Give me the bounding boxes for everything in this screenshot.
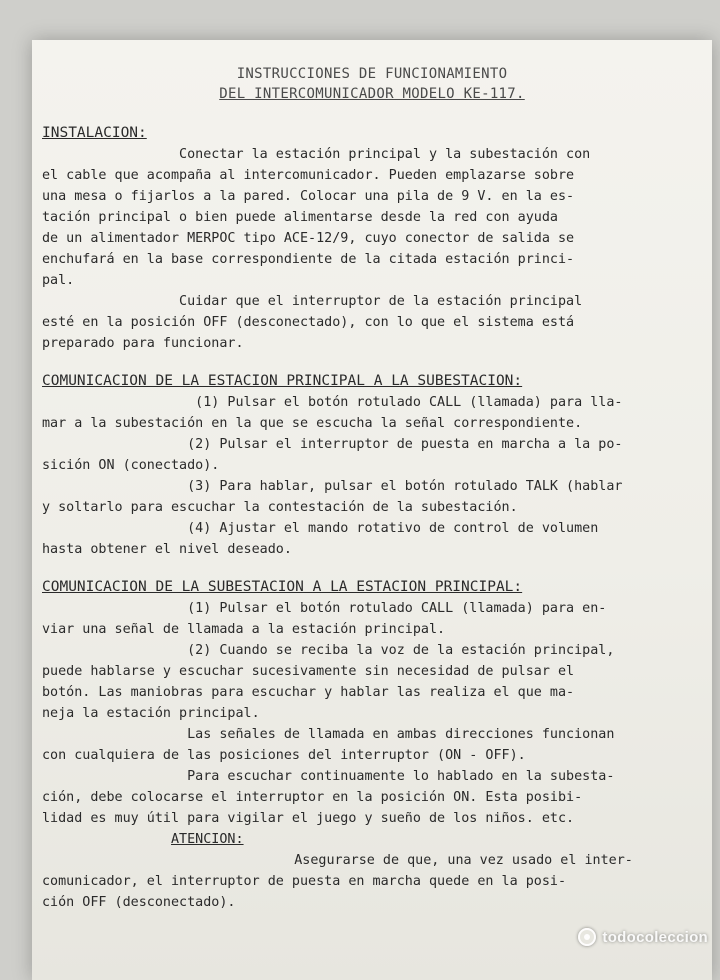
paragraph: Cuidar que el interruptor de la estación principal esté en la posición OFF (desconectado), con lo que el sistema está preparado para funcionar. [42,294,583,351]
title-line-2: DEL INTERCOMUNICADOR MODELO KE-117. [219,86,525,102]
atencion-label: ATENCION: [171,832,244,847]
watermark-text: todocoleccion [602,928,708,946]
paragraph: (1) Pulsar el botón rotulado CALL (llamada) para en- viar una señal de llamada a la estación principal. [42,601,607,637]
paragraph: (1) Pulsar el botón rotulado CALL (llamada) para lla- mar a la subestación en la que se escucha la señal correspondiente. [42,395,623,431]
section-heading-subestacion-a-principal: COMUNICACION DE LA SUBESTACION A LA ESTACION PRINCIPAL: [42,579,523,595]
paragraph: Conectar la estación principal y la subestación con el cable que acompaña al intercomunicador. Pueden emplazarse sobre una mesa o fijarlos a la pared. Colocar una pila de 9 V. en la es- tación principal o bien puede alimentarse desde la red con ayuda de un alimentador MERPOC tipo ACE-12/9, cuyo conector de salida se enchufará en la base correspondiente de la citada estación princi- pal. [42,147,591,288]
title-line-1: INSTRUCCIONES DE FUNCIONAMIENTO [236,66,508,82]
document-page [32,40,712,980]
paragraph: (2) Pulsar el interruptor de puesta en marcha a la po- sición ON (conectado). [42,437,623,473]
paragraph: (2) Cuando se reciba la voz de la estación principal, puede hablarse y escuchar sucesivamente sin necesidad de pulsar el botón. Las maniobras para escuchar y hablar las realiza el que ma- neja la estación principal. [42,643,615,721]
document-content [42,64,702,913]
paragraph: (3) Para hablar, pulsar el botón rotulado TALK (hablar y soltarlo para escuchar la contestación de la subestación. [42,479,623,515]
todocoleccion-logo-icon [578,928,596,946]
section-heading-principal-a-subestacion: COMUNICACION DE LA ESTACION PRINCIPAL A LA SUBESTACION: [42,373,523,389]
paragraph: Las señales de llamada en ambas direcciones funcionan con cualquiera de las posiciones del interruptor (ON - OFF). [42,727,615,763]
document-title [42,64,702,104]
atencion-block [42,829,702,850]
paragraph: (4) Ajustar el mando rotativo de control de volumen hasta obtener el nivel deseado. [42,521,599,557]
watermark [578,928,708,946]
atencion-text: comunicador, el interruptor de puesta en marcha quede en la posi- ción OFF (desconectado). [42,874,567,910]
section-heading-instalacion: INSTALACION: [42,125,147,141]
paragraph: Para escuchar continuamente lo hablado en la subesta- ción, debe colocarse el interruptor en la posición ON. Esta posibi- lidad es muy útil para vigilar el juego y sueño de los niños. etc. [42,769,615,826]
atencion-text-first: Asegurarse de que, una vez usado el inter- [262,853,633,868]
